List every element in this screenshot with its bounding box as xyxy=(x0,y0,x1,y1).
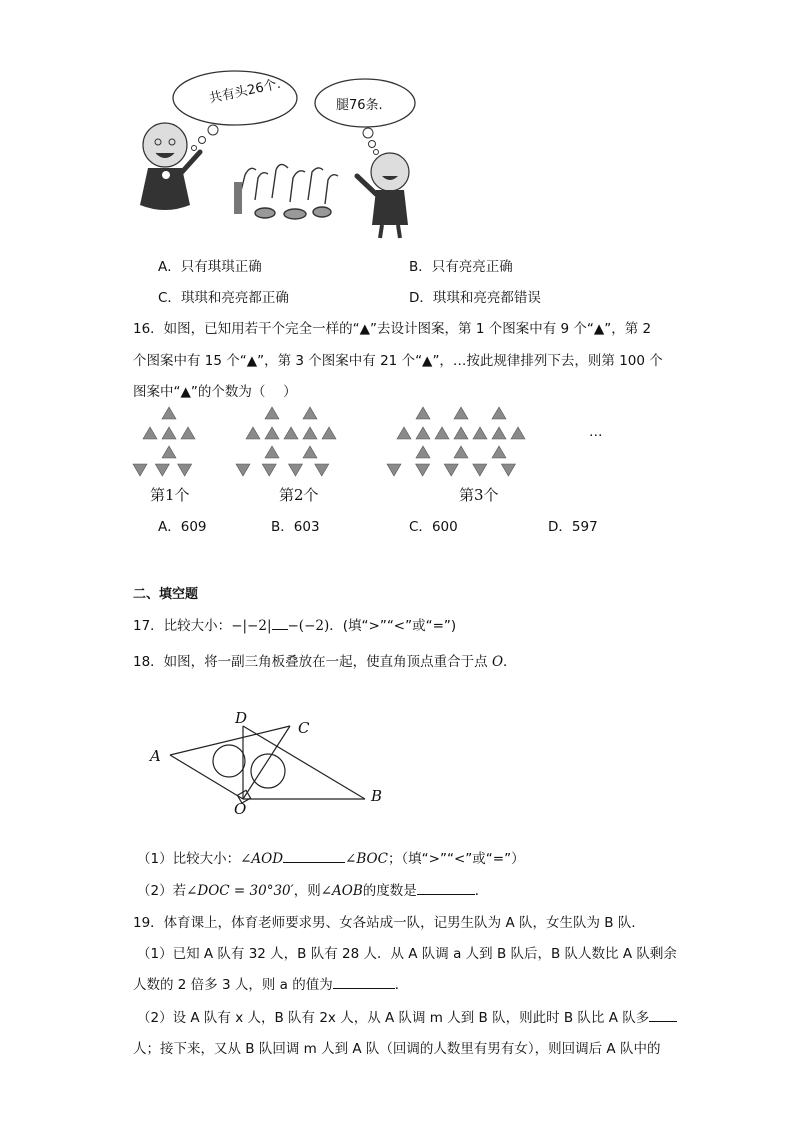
q18-stem xyxy=(133,650,517,670)
q19-p1-line2b: ． xyxy=(394,977,409,993)
option-text: 609 xyxy=(180,519,207,535)
q18-stem-suffix: ． xyxy=(503,654,517,670)
section-title: 二、填空题 xyxy=(133,587,199,602)
option-letter: D． xyxy=(409,290,433,306)
triangle-up-icon xyxy=(492,427,506,439)
point-label-c: C xyxy=(298,719,310,737)
triangle-down-icon xyxy=(289,464,303,476)
point-label-d: D xyxy=(235,709,248,727)
q15-option-c[interactable] xyxy=(158,286,289,306)
pattern-ellipsis: … xyxy=(589,424,603,440)
q18-part2-mid: ，则 xyxy=(293,883,321,899)
q16-option-a[interactable] xyxy=(158,515,207,535)
option-letter: C． xyxy=(409,519,432,535)
triangle-down-icon xyxy=(473,464,487,476)
triangle-down-icon xyxy=(236,464,250,476)
triangle-down-icon xyxy=(444,464,458,476)
triangle-up-icon xyxy=(246,427,260,439)
triangle-boards-figure xyxy=(0,700,794,830)
q18-part1-prefix: （1）比较大小： xyxy=(137,851,241,867)
q15-option-a[interactable] xyxy=(158,255,262,275)
triangle-up-icon xyxy=(435,427,449,439)
q19-p1-blank[interactable] xyxy=(333,988,395,989)
pattern-label-1: 第1个 xyxy=(150,486,190,504)
triangle-down-icon xyxy=(315,464,329,476)
option-text: 600 xyxy=(431,519,458,535)
option-letter: B． xyxy=(409,259,432,275)
triangle-down-icon xyxy=(501,464,515,476)
option-letter: C． xyxy=(158,290,181,306)
q18-stem-prefix: 18．如图，将一副三角板叠放在一起，使直角顶点重合于点 xyxy=(133,654,492,670)
q16-option-d[interactable] xyxy=(548,515,598,535)
q17-suffix: ．(填“>”“<”或“=”) xyxy=(329,618,457,634)
q15-option-d[interactable] xyxy=(409,286,541,306)
boy-character-icon xyxy=(357,153,409,238)
q18-part1-blank[interactable] xyxy=(283,862,345,863)
triangle-up-icon xyxy=(416,427,430,439)
triangle-up-icon xyxy=(397,427,411,439)
triangle-down-icon xyxy=(262,464,276,476)
q19-p1-line2 xyxy=(133,973,408,993)
option-text: 597 xyxy=(571,519,598,535)
triangle-up-icon xyxy=(454,407,468,419)
point-label-o: O xyxy=(234,800,247,818)
triangle-down-icon xyxy=(416,464,430,476)
q18-part2-end: ． xyxy=(474,883,489,899)
triangle-pattern-figure xyxy=(0,400,794,480)
q19-p2-line1 xyxy=(137,1006,677,1026)
q17-expr-right: −(−2) xyxy=(287,618,330,634)
q18-part2-suffix: 的度数是 xyxy=(362,883,417,899)
triangle-up-icon xyxy=(162,407,176,419)
triangle-down-icon xyxy=(155,464,169,476)
q18-part1-suffix: ；（填“>”“<”或“=”） xyxy=(387,851,525,867)
option-text: 只有亮亮正确 xyxy=(431,259,513,275)
triangle-up-icon xyxy=(416,446,430,458)
triangle-up-icon xyxy=(162,427,176,439)
triangle-up-icon xyxy=(454,446,468,458)
q19-p2-blank[interactable] xyxy=(649,1021,677,1022)
option-letter: D． xyxy=(548,519,572,535)
q16-stem-line1: 16．如图，已知用若干个完全一样的“▲”去设计图案，第 1 个图案中有 9 个“▲”，第 2 xyxy=(133,321,652,337)
triangle-down-icon xyxy=(178,464,192,476)
option-text: 只有琪琪正确 xyxy=(180,259,262,275)
q19-stem: 19．体育课上，体育老师要求男、女各站成一队，记男生队为 A 队，女生队为 B 队． xyxy=(133,915,645,931)
triangle-up-icon xyxy=(322,427,336,439)
triangle-up-icon xyxy=(511,427,525,439)
q19-p2-line1-text: （2）设 A 队有 x 人，B 队有 2x 人，从 A 队调 m 人到 B 队，则此时 B 队比 A 队多 xyxy=(137,1010,650,1026)
q16-option-b[interactable] xyxy=(271,515,320,535)
q17-answer-blank[interactable] xyxy=(272,629,288,630)
q18-part2-angle: ∠DOC = 30°30′ xyxy=(186,883,294,899)
bubble-right-text: 腿76条. xyxy=(336,98,383,113)
q18-part2-prefix: （2）若 xyxy=(137,883,187,899)
option-letter: A． xyxy=(158,259,181,275)
triangle-up-icon xyxy=(284,427,298,439)
triangle-up-icon xyxy=(143,427,157,439)
q16-stem-line3: 图案中“▲”的个数为（ ） xyxy=(133,384,297,400)
option-text: 603 xyxy=(293,519,320,535)
option-text: 琪琪和亮亮都正确 xyxy=(180,290,289,306)
q15-option-b[interactable] xyxy=(409,255,513,275)
q17-line xyxy=(133,614,456,634)
q18-part1-right: ∠BOC xyxy=(345,851,388,867)
option-text: 琪琪和亮亮都错误 xyxy=(432,290,541,306)
triangle-up-icon xyxy=(303,446,317,458)
triangle-up-icon xyxy=(492,446,506,458)
pattern-label-3: 第3个 xyxy=(459,486,499,504)
q17-prefix: 17．比较大小： xyxy=(133,618,232,634)
girl-character-icon xyxy=(140,123,200,210)
triangle-down-icon xyxy=(387,464,401,476)
triangle-up-icon xyxy=(416,407,430,419)
q18-part1 xyxy=(137,847,525,867)
q16-stem-line2: 个图案中有 15 个“▲”，第 3 个图案中有 21 个“▲”，…按此规律排列下去，则第 100 个 xyxy=(133,353,663,369)
triangle-up-icon xyxy=(265,446,279,458)
point-label-a: A xyxy=(150,747,161,765)
q19-p1-line2a: 人数的 2 倍多 3 人，则 a 的值为 xyxy=(133,977,333,993)
option-letter: B． xyxy=(271,519,294,535)
triangle-up-icon xyxy=(454,427,468,439)
pattern-label-2: 第2个 xyxy=(279,486,319,504)
point-label-b: B xyxy=(371,787,383,805)
q19-p2-line2: 人；接下来，又从 B 队回调 m 人到 A 队（回调的人数里有男有女），则回调后 A 队中的 xyxy=(133,1041,661,1057)
option-letter: A． xyxy=(158,519,181,535)
triangle-down-icon xyxy=(133,464,147,476)
triangle-up-icon xyxy=(303,427,317,439)
triangle-up-icon xyxy=(303,407,317,419)
triangle-up-icon xyxy=(162,446,176,458)
triangle-up-icon xyxy=(265,407,279,419)
q18-part2-blank[interactable] xyxy=(417,894,475,895)
triangle-up-icon xyxy=(181,427,195,439)
q18-part1-left: ∠AOD xyxy=(240,851,284,867)
cartoon-illustration xyxy=(0,0,794,250)
q18-stem-point: O xyxy=(491,654,504,670)
q18-part2 xyxy=(137,879,488,899)
triangle-up-icon xyxy=(265,427,279,439)
q19-p1-line1: （1）已知 A 队有 32 人，B 队有 28 人．从 A 队调 a 人到 B 队后，B 队人数比 A 队剩余 xyxy=(137,946,677,962)
q18-part2-angle2: ∠AOB xyxy=(320,883,363,899)
triangle-up-icon xyxy=(473,427,487,439)
bubble-left-text: 共有头26个. xyxy=(207,76,283,107)
triangle-up-icon xyxy=(492,407,506,419)
q17-expr-left: −|−2| xyxy=(231,618,272,634)
cranes-turtles-icon xyxy=(234,164,338,219)
q16-option-c[interactable] xyxy=(409,515,458,535)
